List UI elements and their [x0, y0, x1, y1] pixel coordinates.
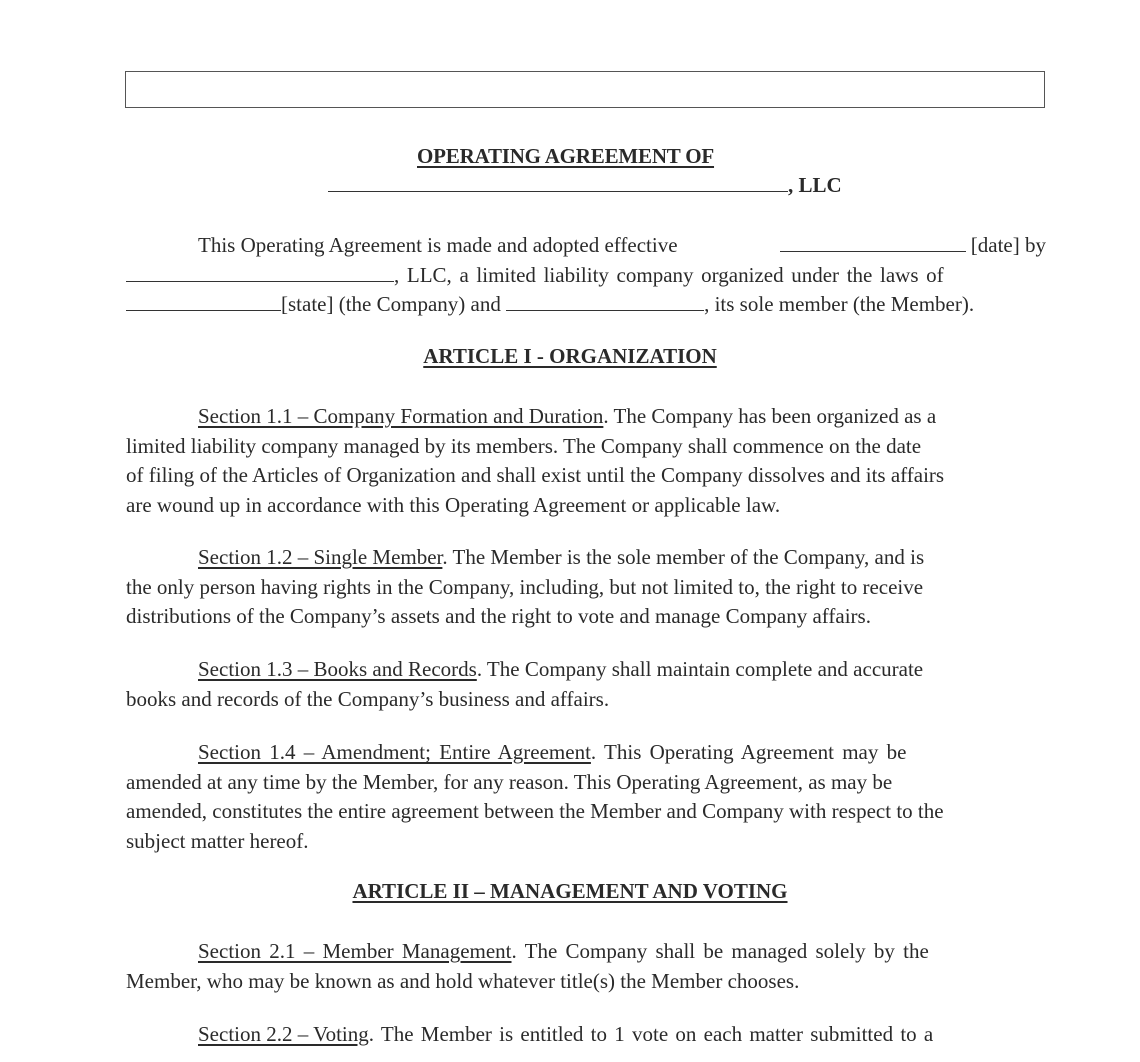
section-1-2: Section 1.2 – Single Member. The Member is the sole member of the Company, and is the only person having rights in the Company, including, but not limited to, the right to receive distributions of the Company’s assets and the right to vote and manage Company affairs.: [126, 545, 925, 629]
article-1-heading: ARTICLE I - ORGANIZATION: [423, 344, 717, 368]
header-text-box[interactable]: [125, 71, 1045, 108]
member-blank[interactable]: [506, 309, 704, 311]
llc-suffix: , LLC: [788, 173, 842, 197]
company-blank[interactable]: [126, 280, 394, 282]
section-1-3: Section 1.3 – Books and Records. The Company shall maintain complete and accurate books and records of the Company’s business and affairs.: [126, 657, 924, 711]
intro-line-1: This Operating Agreement is made and adopted effective [date] by: [198, 233, 1046, 257]
intro-line-2: , LLC, a limited liability company organized under the laws of: [126, 261, 1046, 291]
article-2-heading: ARTICLE II – MANAGEMENT AND VOTING: [352, 879, 788, 903]
section-1-1: Section 1.1 – Company Formation and Duration. The Company has been organized as a limited liability company managed by its members. The Company shall commence on the date of filing of the Articles of Organization and shall exist until the Company dissolves and its affairs are wound up in accordance with this Operating Agreement or applicable law.: [126, 404, 945, 517]
section-title: Section 1.2 – Single Member: [198, 545, 443, 569]
company-name-line: [328, 173, 842, 198]
state-blank[interactable]: [126, 309, 281, 311]
section-title: Section 1.1 – Company Formation and Duration: [198, 404, 604, 428]
document-title: OPERATING AGREEMENT OF: [417, 144, 715, 168]
section-2-2: Section 2.2 – Voting. The Member is entitled to 1 vote on each matter submitted to a: [198, 1022, 934, 1046]
section-title: Section 1.3 – Books and Records: [198, 657, 477, 681]
date-blank[interactable]: [780, 250, 966, 252]
intro-line-3: [state] (the Company) and , its sole member (the Member).: [126, 290, 1046, 320]
section-2-1: Section 2.1 – Member Management. The Company shall be managed solely by the Member, who may be known as and hold whatever title(s) the Member chooses.: [126, 939, 929, 993]
company-name-blank[interactable]: [328, 190, 788, 192]
section-title: Section 2.1 – Member Management: [198, 939, 512, 963]
section-1-4: Section 1.4 – Amendment; Entire Agreement. This Operating Agreement may be amended at any time by the Member, for any reason. This Operating Agreement, as may be amended, constitutes the entire agreement between the Member and Company with respect to the subject matter hereof.: [126, 740, 944, 853]
section-title: Section 1.4 – Amendment; Entire Agreement: [198, 740, 591, 764]
section-title: Section 2.2 – Voting: [198, 1022, 369, 1046]
intro-paragraph: [126, 231, 1046, 320]
